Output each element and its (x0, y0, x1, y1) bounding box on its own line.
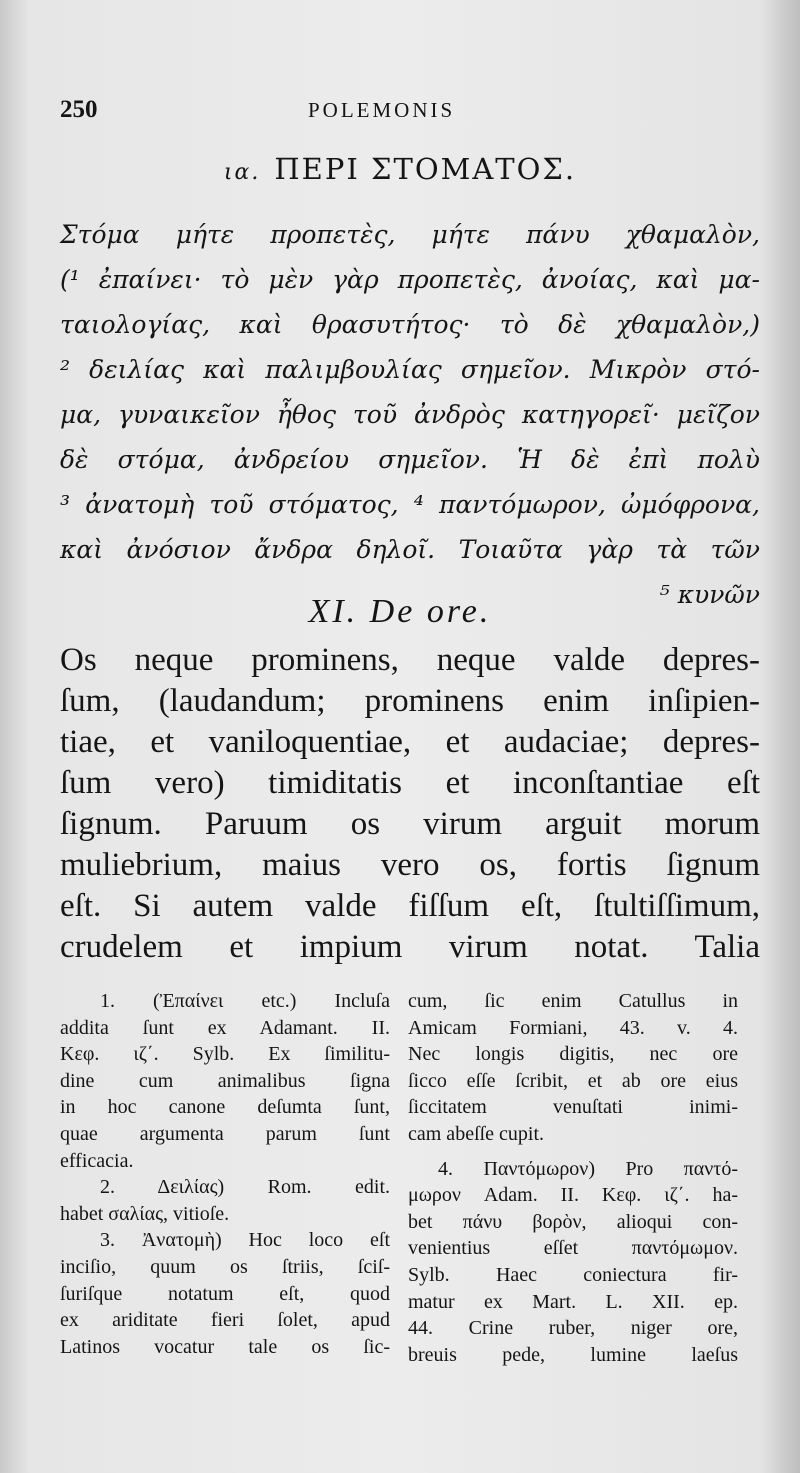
latin-line: muliebrium, maius vero os, fortis ſignum (60, 847, 760, 883)
footnote-line: habet σαλίας, vitioſe. (60, 1202, 230, 1225)
latin-line: eſt. Si autem valde fiſſum eſt, ſtultiſſimum, (60, 888, 760, 924)
footnote-line: dine cum animalibus ſigna (60, 1069, 390, 1092)
running-head: POLEMONIS (308, 98, 456, 122)
latin-line: ſum vero) timiditatis et inconſtantiae eſt (60, 765, 760, 801)
latin-line: ſignum. Paruum os virum arguit morum (60, 806, 760, 842)
footnote-line: 44. Crine ruber, niger ore, (408, 1317, 738, 1340)
footnotes-right-column (408, 988, 738, 1368)
page-number: 250 (60, 96, 98, 123)
latin-section-title: XI. De ore. (308, 593, 492, 630)
greek-catchword: ⁵ κυνῶν (659, 580, 760, 609)
footnote-line: 2. Δειλίας) Rom. edit. (100, 1176, 390, 1199)
footnote-line: ſiccitatem venuſtati inimi- (408, 1096, 738, 1119)
footnote-line: Latinos vocatur tale os ſic- (60, 1335, 390, 1358)
greek-title-text: ΠΕΡΙ ΣΤΟΜΑΤΟΣ. (274, 152, 577, 186)
footnote-line: inciſio, quum os ſtriis, ſciſ- (60, 1255, 390, 1278)
footnotes-left-column (60, 988, 390, 1360)
footnote-line: efficacia. (60, 1149, 134, 1172)
footnote-line: bet πάνυ βορὸν, alioqui con- (408, 1210, 738, 1233)
footnote-line: ſuriſque notatum eſt, quod (60, 1282, 390, 1305)
latin-line: ſum, (laudandum; prominens enim inſipien- (60, 683, 760, 719)
latin-line: Os neque prominens, neque valde depres- (60, 642, 760, 678)
greek-line: ³ ἀνατομὴ τοῦ στόματος, ⁴ παντόμωρον, ὠμόφρονα, (60, 490, 760, 519)
greek-line: ² δειλίας καὶ παλιμβουλίας σημεῖον. Μικρὸν στό- (60, 355, 760, 384)
latin-line: crudelem et impium virum notat. Talia (60, 929, 760, 965)
greek-section-number: ια. (223, 160, 261, 185)
footnote-line: breuis pede, lumine laeſus (408, 1343, 738, 1366)
footnote-line: Amicam Formiani, 43. v. 4. (408, 1016, 738, 1039)
greek-line: μα, γυναικεῖον ἦθος τοῦ ἀνδρὸς κατηγορεῖ· μεῖζον (60, 400, 760, 429)
footnote-line: Κεφ. ιζ΄. Sylb. Ex ſimilitu- (60, 1043, 390, 1066)
footnotes (60, 988, 760, 1428)
footnote-line: addita ſunt ex Adamant. II. (60, 1016, 390, 1039)
footnote-line: quae argumenta parum ſunt (60, 1122, 390, 1145)
greek-line: καὶ ἀνόσιον ἄνδρα δηλοῖ. Τοιαῦτα γὰρ τὰ τῶν (60, 535, 760, 564)
page-header (60, 96, 760, 126)
greek-text (60, 212, 760, 617)
latin-line: tiae, et vaniloquentiae, et audaciae; depres- (60, 724, 760, 760)
footnote-line: venientius eſſet παντόμωμον. (408, 1237, 738, 1260)
footnote-line: Sylb. Haec coniectura fir- (408, 1263, 738, 1286)
greek-line: ταιολογίας, καὶ θρασυτήτος· τὸ δὲ χθαμαλὸν,) (60, 310, 760, 339)
latin-text (60, 640, 760, 968)
footnote-line: μωρον Adam. II. Κεφ. ιζ΄. ha- (408, 1184, 738, 1207)
footnote-line: 1. (Ἐπαίνει etc.) Incluſa (100, 990, 390, 1012)
greek-line: Στόμα μήτε προπετὲς, μήτε πάνυ χθαμαλὸν, (60, 220, 760, 249)
footnote-line: ſicco eſſe ſcribit, et ab ore eius (408, 1069, 738, 1092)
footnote-line: 4. Παντόμωρον) Pro παντό- (438, 1157, 738, 1180)
footnote-line: cum, ſic enim Catullus in (408, 990, 738, 1012)
footnote-line: ex ariditate fieri ſolet, apud (60, 1309, 390, 1332)
footnote-line: matur ex Mart. L. XII. ep. (408, 1290, 738, 1313)
footnote-line: cam abeſſe cupit. (408, 1122, 545, 1145)
footnote-gap (408, 1148, 738, 1156)
greek-line: (¹ ἐπαίνει· τὸ μὲν γὰρ προπετὲς, ἀνοίας, καὶ μα- (60, 265, 760, 294)
footnote-line: 3. Ἀνατομὴ) Hoc loco eſt (100, 1229, 390, 1252)
footnote-line: in hoc canone deſumta ſunt, (60, 1096, 390, 1119)
greek-line: δὲ στόμα, ἀνδρείου σημεῖον. Ἡ δὲ ἐπὶ πολὺ (60, 445, 760, 474)
footnote-line: Nec longis digitis, nec ore (408, 1043, 738, 1066)
greek-section-title (0, 152, 800, 186)
